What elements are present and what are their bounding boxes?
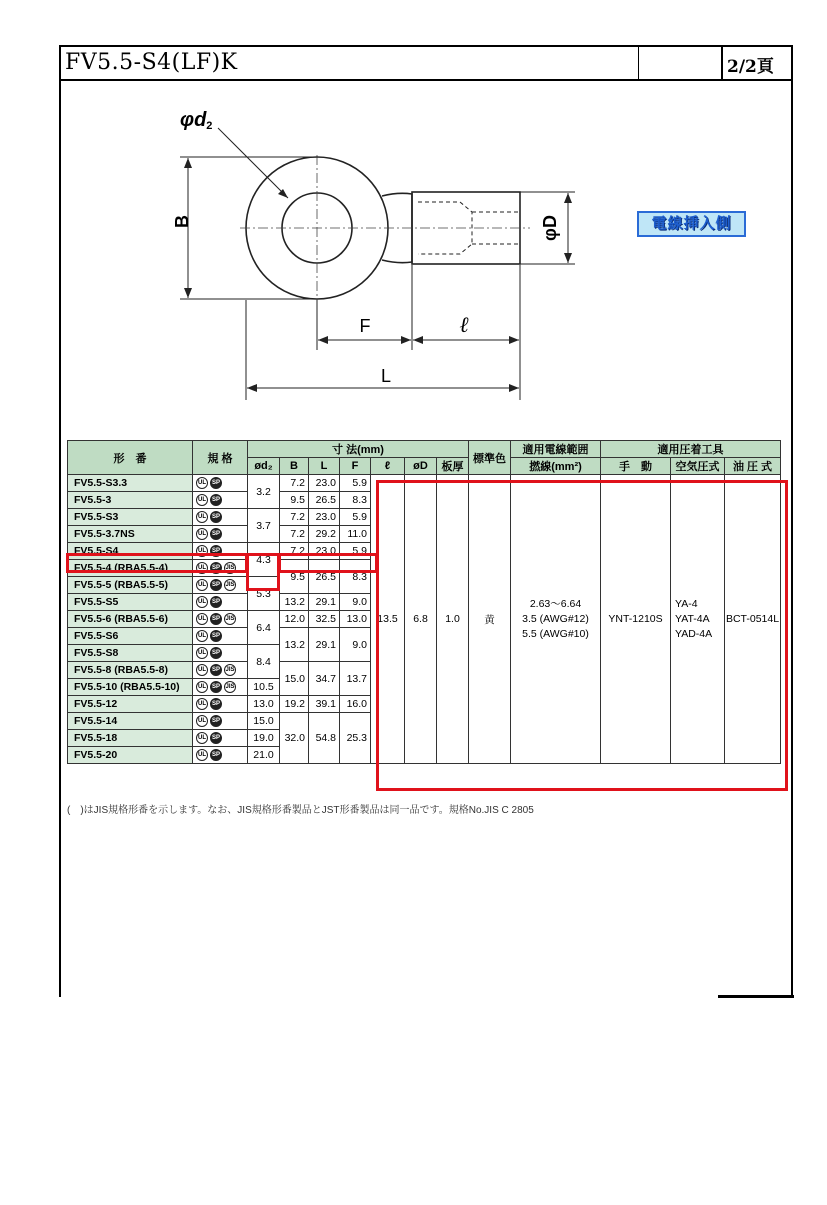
ul-mark-icon: UL (196, 494, 208, 506)
d2-cell: 13.0 (248, 696, 280, 713)
header-L: L (309, 458, 340, 475)
cert-cell (193, 645, 248, 662)
d2-cell: 3.7 (248, 509, 280, 543)
B-cell: 7.2 (280, 475, 309, 492)
model-cell: FV5.5-3.7NS (68, 526, 193, 543)
model-cell: FV5.5-10 (RBA5.5-10) (68, 679, 193, 696)
B-cell: 13.2 (280, 628, 309, 662)
header-B: B (280, 458, 309, 475)
highlight-d2-cell (246, 553, 280, 591)
page-number: 2/2頁 (727, 57, 774, 77)
csa-mark-icon: SP (210, 562, 222, 574)
jis-mark-icon: JIS (224, 579, 236, 591)
B-cell: 7.2 (280, 543, 309, 560)
model-cell: FV5.5-12 (68, 696, 193, 713)
thick-cell: 1.0 (437, 475, 469, 764)
label-l: ℓ (459, 313, 469, 338)
label-L: L (380, 366, 392, 386)
L-cell: 29.2 (309, 526, 340, 543)
label-D: φD (540, 215, 560, 241)
csa-mark-icon: SP (210, 494, 222, 506)
wire-range-value: 2.63～6.64 (529, 597, 582, 610)
csa-mark-icon: SP (210, 749, 222, 761)
model-cell: FV5.5-4 (RBA5.5-4) (68, 560, 193, 577)
document-title: FV5.5-S4(LF)K (65, 50, 238, 75)
B-cell: 7.2 (280, 509, 309, 526)
ul-mark-icon: UL (196, 749, 208, 761)
F-cell: 5.9 (340, 509, 371, 526)
cert-cell (193, 594, 248, 611)
ul-mark-icon: UL (196, 545, 208, 557)
csa-mark-icon: SP (210, 511, 222, 523)
csa-mark-icon: SP (210, 647, 222, 659)
csa-mark-icon: SP (210, 732, 222, 744)
jis-mark-icon: JIS (224, 562, 236, 574)
model-cell: FV5.5-5 (RBA5.5-5) (68, 577, 193, 594)
d2-cell: 5.3 (248, 577, 280, 611)
wire-awg-2: 5.5 (AWG#10) (522, 627, 589, 640)
footnote: ( )はJIS規格形番を示します。なお、JIS規格形番製品とJST形番製品は同一品です。規格No.JIS C 2805 (67, 805, 534, 816)
cert-cell (193, 492, 248, 509)
cert-cell (193, 713, 248, 730)
d2-cell: 8.4 (248, 645, 280, 679)
ul-mark-icon: UL (196, 596, 208, 608)
ul-mark-icon: UL (196, 511, 208, 523)
header-dim: 寸 法(mm) (248, 441, 469, 458)
d2-cell: 10.5 (248, 679, 280, 696)
color-cell: 黄 (469, 475, 511, 764)
F-cell: 25.3 (340, 713, 371, 764)
air-tool-1: YA-4 (675, 597, 698, 610)
header-air: 空気圧式 (671, 458, 725, 475)
L-cell: 29.1 (309, 594, 340, 611)
wire-insertion-side-badge: 電線挿入側 (637, 211, 746, 237)
jis-mark-icon: JIS (224, 664, 236, 676)
wire-awg-1: 3.5 (AWG#12) (522, 612, 589, 625)
highlight-model-row (66, 553, 248, 573)
d2-cell: 19.0 (248, 730, 280, 747)
header-wire-range: 適用電線範囲 (511, 441, 601, 458)
manual-tool-cell: YNT-1210S (601, 475, 671, 764)
B-cell: 15.0 (280, 662, 309, 696)
highlight-dimension-row (278, 553, 378, 573)
cert-cell (193, 526, 248, 543)
cert-cell (193, 662, 248, 679)
csa-mark-icon: SP (210, 613, 222, 625)
csa-mark-icon: SP (210, 630, 222, 642)
jis-mark-icon: JIS (224, 681, 236, 693)
ul-mark-icon: UL (196, 477, 208, 489)
L-cell: 26.5 (309, 492, 340, 509)
F-cell: 11.0 (340, 526, 371, 543)
header-tools: 適用圧着工具 (601, 441, 781, 458)
F-cell: 13.7 (340, 662, 371, 696)
bottom-rule (718, 995, 794, 998)
ul-mark-icon: UL (196, 664, 208, 676)
F-cell: 13.0 (340, 611, 371, 628)
header-blank-cell (638, 47, 723, 79)
model-cell: FV5.5-S3 (68, 509, 193, 526)
F-cell: 5.9 (340, 543, 371, 560)
cert-cell (193, 509, 248, 526)
header-color: 標準色 (469, 441, 511, 475)
cert-cell (193, 747, 248, 764)
d2-cell: 6.4 (248, 611, 280, 645)
label-B: B (172, 215, 192, 228)
header-d2: ød₂ (248, 458, 280, 475)
document-header (61, 47, 791, 81)
B-cell: 13.2 (280, 594, 309, 611)
ul-mark-icon: UL (196, 613, 208, 625)
label-F: F (359, 316, 371, 336)
model-cell: FV5.5-3 (68, 492, 193, 509)
csa-mark-icon: SP (210, 477, 222, 489)
cert-cell (193, 696, 248, 713)
cert-cell (193, 611, 248, 628)
L-cell: 39.1 (309, 696, 340, 713)
L-cell: 23.0 (309, 475, 340, 492)
l-cell: 13.5 (371, 475, 405, 764)
B-cell: 19.2 (280, 696, 309, 713)
csa-mark-icon: SP (210, 596, 222, 608)
header-wire-sub: 撚線(mm²) (511, 458, 601, 475)
ul-mark-icon: UL (196, 698, 208, 710)
jis-mark-icon: JIS (224, 613, 236, 625)
header-hydraulic: 油 圧 式 (725, 458, 781, 475)
d2-cell: 4.3 (248, 543, 280, 577)
D-cell: 6.8 (405, 475, 437, 764)
ul-mark-icon: UL (196, 681, 208, 693)
ul-mark-icon: UL (196, 579, 208, 591)
model-cell: FV5.5-6 (RBA5.5-6) (68, 611, 193, 628)
header-spec: 規 格 (193, 441, 248, 475)
header-l: ℓ (371, 458, 405, 475)
cert-cell (193, 475, 248, 492)
cert-cell (193, 679, 248, 696)
model-cell: FV5.5-14 (68, 713, 193, 730)
model-cell: FV5.5-S5 (68, 594, 193, 611)
d2-cell: 3.2 (248, 475, 280, 509)
cert-cell (193, 628, 248, 645)
header-F: F (340, 458, 371, 475)
L-cell: 26.5 (309, 560, 340, 594)
ul-mark-icon: UL (196, 528, 208, 540)
model-cell: FV5.5-20 (68, 747, 193, 764)
model-cell: FV5.5-18 (68, 730, 193, 747)
B-cell: 9.5 (280, 560, 309, 594)
csa-mark-icon: SP (210, 715, 222, 727)
highlight-common-values (376, 480, 788, 791)
ul-mark-icon: UL (196, 630, 208, 642)
label-d2: φd2 (180, 109, 213, 132)
ul-mark-icon: UL (196, 647, 208, 659)
F-cell: 8.3 (340, 492, 371, 509)
csa-mark-icon: SP (210, 579, 222, 591)
air-tool-3: YAD-4A (675, 627, 713, 640)
terminal-drawing (150, 100, 600, 400)
B-cell: 9.5 (280, 492, 309, 509)
F-cell: 9.0 (340, 628, 371, 662)
L-cell: 29.1 (309, 628, 340, 662)
model-cell: FV5.5-S8 (68, 645, 193, 662)
model-cell: FV5.5-S3.3 (68, 475, 193, 492)
B-cell: 7.2 (280, 526, 309, 543)
csa-mark-icon: SP (210, 681, 222, 693)
ul-mark-icon: UL (196, 732, 208, 744)
header-D: øD (405, 458, 437, 475)
csa-mark-icon: SP (210, 698, 222, 710)
d2-cell: 21.0 (248, 747, 280, 764)
L-cell: 23.0 (309, 509, 340, 526)
cert-cell (193, 577, 248, 594)
model-cell: FV5.5-S6 (68, 628, 193, 645)
air-tool-2: YAT-4A (675, 612, 710, 625)
header-manual: 手 動 (601, 458, 671, 475)
model-cell: FV5.5-S4 (68, 543, 193, 560)
B-cell: 32.0 (280, 713, 309, 764)
F-cell: 8.3 (340, 560, 371, 594)
F-cell: 9.0 (340, 594, 371, 611)
hydraulic-tool-cell: BCT-0514L (725, 475, 781, 764)
csa-mark-icon: SP (210, 528, 222, 540)
B-cell: 12.0 (280, 611, 309, 628)
ul-mark-icon: UL (196, 562, 208, 574)
d2-cell: 15.0 (248, 713, 280, 730)
csa-mark-icon: SP (210, 664, 222, 676)
cert-cell (193, 730, 248, 747)
model-cell: FV5.5-8 (RBA5.5-8) (68, 662, 193, 679)
F-cell: 5.9 (340, 475, 371, 492)
header-thick: 板厚 (437, 458, 469, 475)
L-cell: 23.0 (309, 543, 340, 560)
csa-mark-icon: SP (210, 545, 222, 557)
header-model: 形 番 (68, 441, 193, 475)
L-cell: 32.5 (309, 611, 340, 628)
ul-mark-icon: UL (196, 715, 208, 727)
F-cell: 16.0 (340, 696, 371, 713)
L-cell: 54.8 (309, 713, 340, 764)
L-cell: 34.7 (309, 662, 340, 696)
